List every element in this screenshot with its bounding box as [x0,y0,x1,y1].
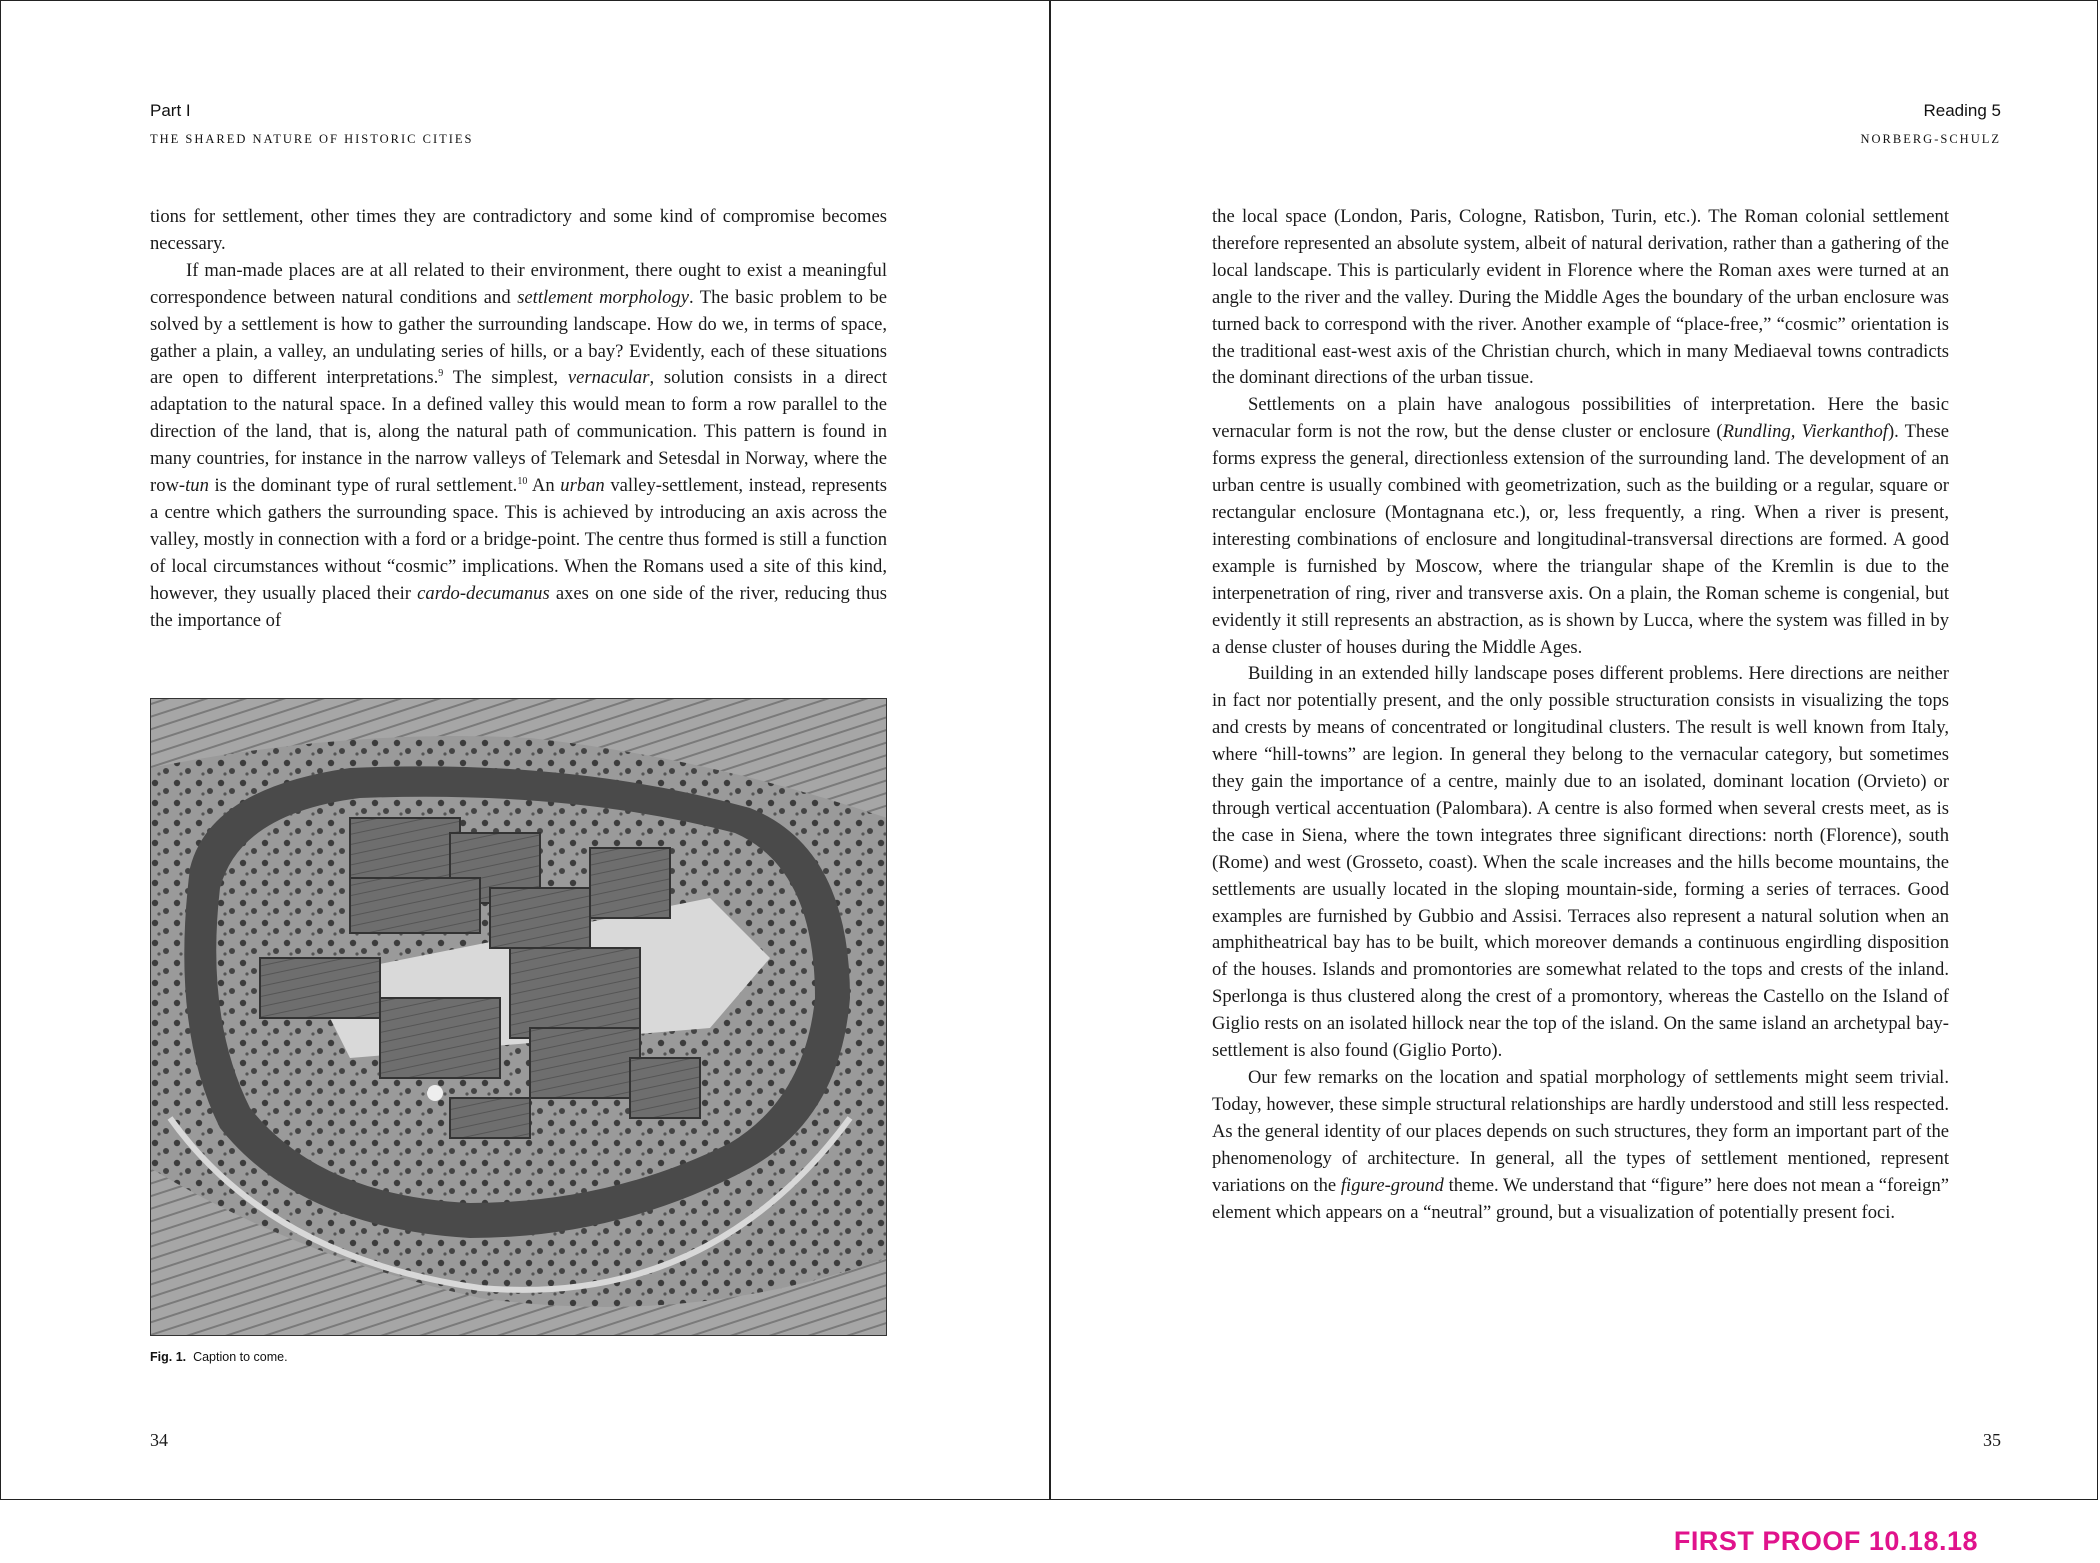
running-head-title: Reading 5 [1923,101,2001,120]
proof-stamp: FIRST PROOF 10.18.18 [1673,1526,1978,1556]
page-number: 35 [1983,1430,2001,1450]
paragraph: Building in an extended hilly landscape poses different problems. Here directions are neither in fact nor potentially present, and the only possible structuration consists in visualizing the tops and crests by means of concentrated or longitudinal clusters. The result is well known from Italy, where “hill-towns” are legion. In general they belong to the vernacular category, but sometimes they gain the importance of a centre, mainly due to an isolated, dominant location (Orvieto) or through vertical accentuation (Palombara). A centre is also formed when several crests meet, as is the case in Siena, where the town integrates three significant directions: north (Florence), south (Rome) and west (Grosseto, coast). When the scale increases and the hills become mountains, the settlements are usually located in the sloping mountain-side, forming a series of terraces. Good examples are furnished by Gubbio and Assisi. Terraces also represent a natural solution when an amphitheatrical bay has to be built, which moreover demands a continuous engirdling disposition of the houses. Islands and promontories are somewhat related to the tops and crests of the inland. Sperlonga is thus clustered along the crest of a promontory, whereas the Castello on the Island of Giglio rests on an isolated hillock near the top of the island. On the same island an archetypal bay-settlement is also found (Giglio Porto). [1212,663,1949,1062]
paragraph: the local space (London, Paris, Cologne, Ratisbon, Turin, etc.). The Roman colonial settlement therefore represented an absolute system, albeit of natural derivation, rather than a gathering of the local landscape. This is particularly evident in Florence where the Roman axes were turned at an angle to the river and the valley. During the Middle Ages the boundary of the urban enclosure was turned back to correspond with the river. Another example of “place-free,” “cosmic” orientation is the traditional east-west axis of the Christian church, which in many Mediaeval towns contradicts the dominant directions of the urban tissue. [1212,206,1949,389]
left-page [0,0,1049,1500]
paragraph: Settlements on a plain have analogous possibilities of interpretation. Here the basic vernacular form is not the row, but the dense cluster or enclosure (Rundling, Vierkanthof). These forms express the general, directionless extension of the surrounding land. The development of an urban centre is usually combined with geometrization, such as the building or a regular, square or rectangular enclosure (Montagnana etc.), or, less frequently, a ring. When a river is present, interesting combinations of enclosure and longitudinal-transversal directions are formed. A good example is furnished by Moscow, where the triangular shape of the Kremlin is due to the interpenetration of ring, river and transverse axis. On a plain, the Roman scheme is congenial, but evidently it still represents an abstraction, as is shown by Lucca, where the system was filled in by a dense cluster of houses during the Middle Ages. [1212,394,1949,658]
figure-caption [150,1350,288,1364]
page-number: 34 [150,1430,168,1450]
running-head-subtitle: NORBERG-SCHULZ [1860,132,2001,146]
running-head-subtitle: THE SHARED NATURE OF HISTORIC CITIES [150,132,474,146]
paragraph: Our few remarks on the location and spatial morphology of settlements might seem trivial. Today, however, these simple structural relationships are hardly understood and still less respected. As the general identity of our places depends on such structures, they form an important part of the phenomenology of architecture. In general, all the types of settlement mentioned, represent variations on the figure-ground theme. We understand that “figure” here does not mean a “foreign” element which appears on a “neutral” ground, but a visualization of potentially present foci. [1212,1067,1949,1223]
running-head-title: Part I [150,101,191,120]
right-page [1051,0,2098,1500]
aerial-photo-image [150,698,887,1336]
paragraph: tions for settlement, other times they are contradictory and some kind of compromise becomes necessary. [150,206,887,254]
aerial-photo-walled-town [150,698,887,1336]
figure-label: Fig. 1. [150,1350,187,1364]
paragraph: If man-made places are at all related to their environment, there ought to exist a meaningful correspondence between natural conditions and settlement morphology. The basic problem to be solved by a settlement is how to gather the surrounding landscape. How do we, in terms of space, gather a plain, a valley, an undulating series of hills, or a bay? Evidently, each of these situations are open to different interpretations.$^9$ The simplest, vernacular, solution consists in a direct adaptation to the natural space. In a defined valley this would mean to form a row parallel to the direction of the land, that is, along the natural path of communication. This pattern is found in many countries, for instance in the narrow valleys of Telemark and Setesdal in Norway, where the row-tun is the dominant type of rural settlement.$^{10}$ An urban valley-settlement, instead, represents a centre which gathers the surrounding space. This is achieved by introducing an axis across the valley, mostly in connection with a ford or a bridge-point. The centre thus formed is still a function of local circumstances without “cosmic” implications. When the Romans used a site of this kind, however, they usually placed their cardo-decumanus axes on one side of the river, reducing thus the importance of [150,259,888,631]
right-body-text [1212,204,1949,1226]
left-body-text [150,204,887,635]
figure-caption-text: Caption to come. [193,1350,288,1364]
